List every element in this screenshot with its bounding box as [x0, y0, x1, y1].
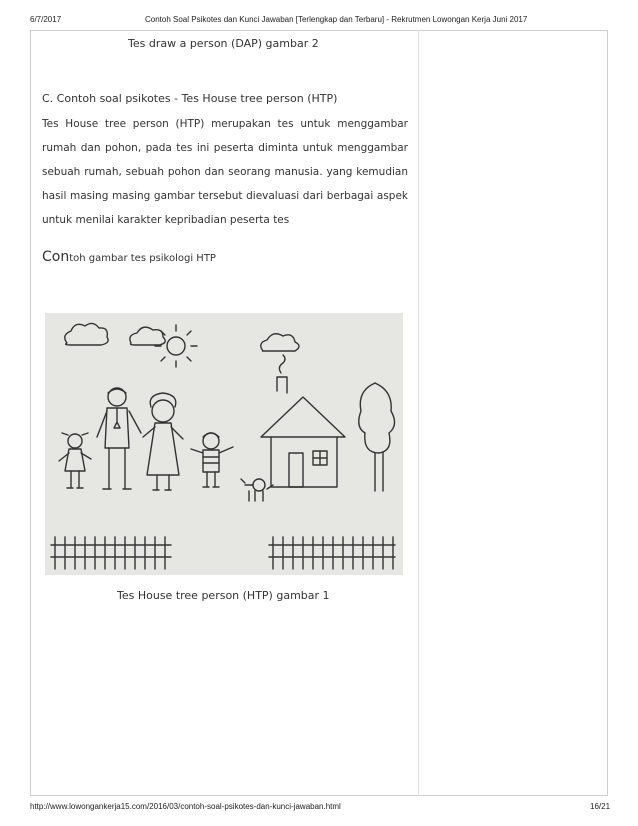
- fence-right: [269, 537, 395, 569]
- dog: [241, 479, 273, 501]
- tree: [359, 383, 395, 491]
- subheading-small-part: toh gambar tes psikologi HTP: [69, 253, 216, 264]
- dap-figure-caption: Tes draw a person (DAP) gambar 2: [128, 37, 319, 50]
- cloud-right: [261, 334, 299, 351]
- subheading-large-part: Con: [42, 249, 70, 265]
- cloud-left: [65, 323, 108, 345]
- page-header-title: Contoh Soal Psikotes dan Kunci Jawaban [Terlengkap dan Terbaru] - Rekrutmen Lowongan Kerja Juni 2017: [145, 15, 528, 24]
- sidebar-divider: [418, 30, 419, 796]
- mother: [143, 393, 183, 490]
- section-title: C. Contoh soal psikotes - Tes House tree person (HTP): [42, 92, 338, 105]
- house: [261, 355, 345, 487]
- htp-description-paragraph: Tes House tree person (HTP) merupakan tes untuk menggambar rumah dan pohon, pada tes ini peserta diminta untuk menggambar sebuah rumah, sebuah pohon dan seorang manusia. yang kemudian hasil masing masing gambar tersebut dievaluasi dari berbagai aspek untuk menilai karakter kepribadian peserta tes: [42, 118, 408, 226]
- cloud-middle: [130, 327, 165, 345]
- htp-figure-caption: Tes House tree person (HTP) gambar 1: [117, 589, 330, 602]
- fence-left: [51, 537, 171, 569]
- child-left: [59, 433, 91, 488]
- child-right: [191, 433, 233, 487]
- footer-url[interactable]: http://www.lowongankerja15.com/2016/03/contoh-soal-psikotes-dan-kunci-jawaban.html: [30, 802, 341, 811]
- print-date: 6/7/2017: [30, 15, 62, 24]
- htp-drawing-image: [45, 313, 403, 575]
- sun: [155, 325, 197, 367]
- father: [97, 388, 141, 489]
- page-number: 16/21: [590, 802, 611, 811]
- htp-example-subheading: [42, 246, 216, 265]
